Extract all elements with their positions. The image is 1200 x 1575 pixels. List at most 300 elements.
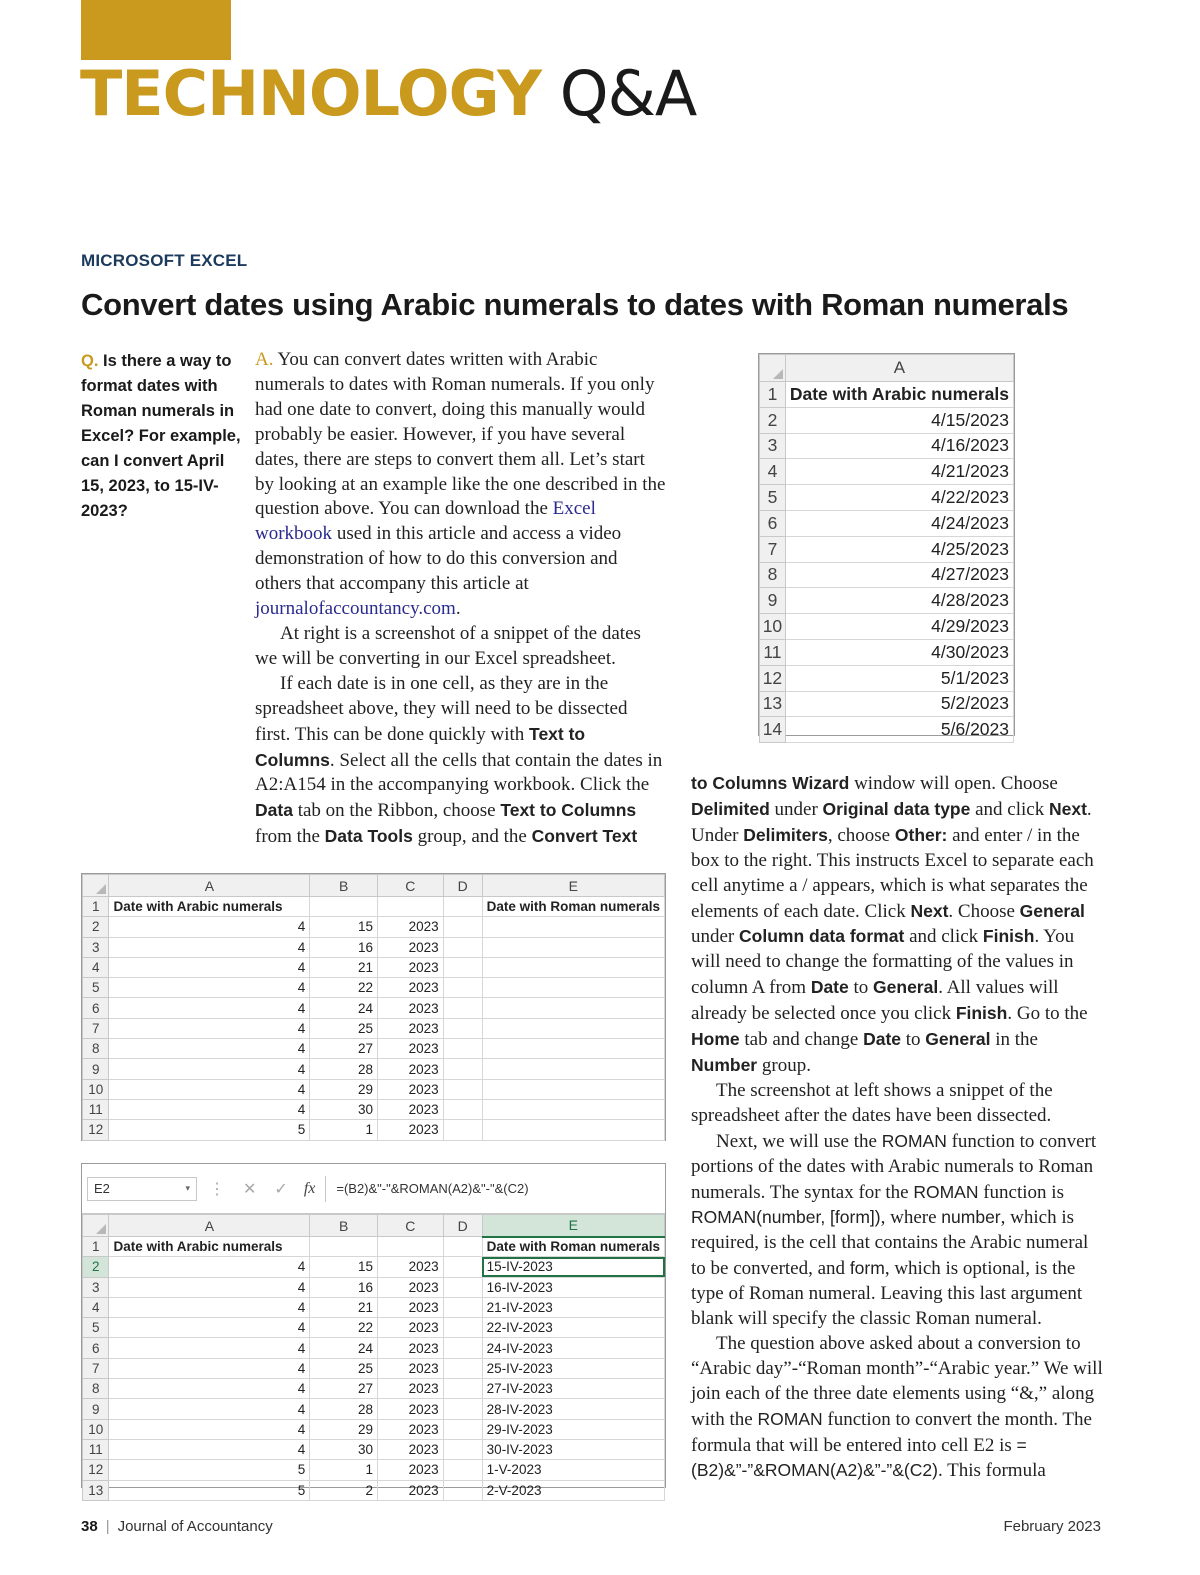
cell[interactable]: 27 [310, 1039, 378, 1059]
bold-term: Convert Text [531, 826, 638, 847]
answer-text: tab on the Ribbon, choose [297, 800, 496, 822]
answer-text: to [905, 1029, 921, 1051]
answer-text: , where [880, 1207, 937, 1229]
table-row [760, 382, 1014, 408]
table-row [83, 937, 665, 957]
journal-website-link[interactable]: journalofaccountancy.com [255, 598, 456, 620]
cell[interactable]: 4 [109, 1297, 310, 1317]
row-header[interactable]: 11 [760, 639, 786, 665]
cell[interactable]: 29 [310, 1079, 378, 1099]
cell[interactable] [443, 1120, 482, 1140]
row-header[interactable]: 6 [83, 1338, 109, 1358]
cell[interactable]: 21 [310, 957, 378, 977]
column-header[interactable]: D [443, 875, 482, 897]
cell[interactable] [482, 978, 664, 998]
column-header[interactable]: D [443, 1215, 482, 1237]
answer-text: The question above asked about a conversion to “Arabic day”-“Roman month”-“Arabic year.” We will join each of the three date elements using “&,” along with the [691, 1332, 1103, 1430]
spreadsheet-grid [82, 874, 665, 1141]
row-header[interactable]: 12 [83, 1460, 109, 1480]
cell[interactable]: 2023 [378, 1439, 444, 1459]
bold-term: Home [691, 1029, 740, 1050]
bold-term: Data [255, 800, 293, 821]
answer-text: function to convert portions of the dates with Arabic numerals to Roman numerals. The syntax for the [691, 1130, 1097, 1203]
name-box-value: E2 [94, 1181, 110, 1196]
answer-column-right [691, 771, 1103, 1484]
cell[interactable]: 2023 [378, 1059, 444, 1079]
cell[interactable]: 4 [109, 1358, 310, 1378]
cell[interactable] [482, 1039, 664, 1059]
row-header[interactable]: 12 [83, 1120, 109, 1140]
cell[interactable] [443, 1018, 482, 1038]
cell[interactable]: 4 [109, 1338, 310, 1358]
cell[interactable] [443, 1257, 482, 1277]
answer-paragraph-7 [691, 1332, 1103, 1484]
cell[interactable]: 25 [310, 1018, 378, 1038]
row-header[interactable]: 5 [83, 978, 109, 998]
row-header[interactable]: 1 [760, 382, 786, 408]
footer-left [81, 1518, 273, 1535]
cell[interactable]: 2023 [378, 937, 444, 957]
bold-term: Data Tools [324, 826, 413, 847]
cell[interactable]: Date with Arabic numerals [109, 1237, 310, 1257]
cell[interactable] [443, 1297, 482, 1317]
table-row [83, 1018, 665, 1038]
publication-name: Journal of Accountancy [117, 1518, 273, 1535]
code-term: ROMAN [913, 1181, 979, 1202]
answer-text: and click [909, 926, 979, 948]
cell[interactable] [310, 897, 378, 917]
cell[interactable]: 5/6/2023 [785, 717, 1013, 743]
cell[interactable]: 2023 [378, 1399, 444, 1419]
row-header[interactable]: 14 [760, 717, 786, 743]
cell[interactable] [378, 897, 444, 917]
row-header[interactable]: 8 [83, 1379, 109, 1399]
cell[interactable]: 2023 [378, 1358, 444, 1378]
answer-text: group. [761, 1054, 811, 1076]
table-row [760, 407, 1014, 433]
cell[interactable]: 24 [310, 1338, 378, 1358]
bold-term: Other: [894, 824, 948, 845]
cell[interactable]: 5 [109, 1480, 310, 1500]
cell[interactable]: 4/29/2023 [785, 614, 1013, 640]
cell[interactable]: 15-IV-2023 [482, 1257, 664, 1277]
table-row [83, 1237, 665, 1257]
cell[interactable] [482, 1059, 664, 1079]
select-all-corner[interactable] [760, 355, 786, 382]
select-all-corner[interactable] [83, 875, 109, 897]
cell[interactable] [443, 957, 482, 977]
bold-term: Text to Columns [500, 800, 637, 821]
cell[interactable] [482, 937, 664, 957]
cell[interactable]: 29 [310, 1419, 378, 1439]
cell[interactable]: 27-IV-2023 [482, 1379, 664, 1399]
row-header[interactable]: 2 [760, 407, 786, 433]
cell[interactable]: 16 [310, 1277, 378, 1297]
table-row [760, 588, 1014, 614]
cell[interactable]: 25-IV-2023 [482, 1358, 664, 1378]
cell[interactable]: 4 [109, 937, 310, 957]
cell[interactable]: 4 [109, 1318, 310, 1338]
cell[interactable] [443, 1358, 482, 1378]
row-header[interactable]: 5 [83, 1318, 109, 1338]
section-label: MICROSOFT EXCEL [81, 251, 248, 270]
table-row [83, 978, 665, 998]
cell[interactable]: 4/16/2023 [785, 433, 1013, 459]
answer-text: You can convert dates written with Arabic numerals to dates with Roman numerals. If you only had one date to convert, doing this manually would probably be easier. However, if you have several dates, there are steps to convert them all. Let’s start by looking at an example like the one described in the question above. You can download the [255, 349, 666, 520]
table-row [760, 691, 1014, 717]
cell[interactable]: 2023 [378, 1338, 444, 1358]
cell[interactable]: 2023 [378, 917, 444, 937]
row-header[interactable]: 5 [760, 485, 786, 511]
cancel-icon[interactable]: ✕ [243, 1180, 257, 1198]
row-header[interactable]: 3 [760, 433, 786, 459]
cell[interactable] [443, 998, 482, 1018]
cell[interactable]: 1-V-2023 [482, 1460, 664, 1480]
cell[interactable] [378, 1237, 444, 1257]
spreadsheet-screenshot-dissected [81, 873, 666, 1141]
cell[interactable]: 30-IV-2023 [482, 1439, 664, 1459]
bold-term: to Columns Wizard [691, 773, 850, 793]
cell[interactable]: 28-IV-2023 [482, 1399, 664, 1419]
cell[interactable]: 2023 [378, 1297, 444, 1317]
question-text: Is there a way to format dates with Roman numerals in Excel? For example, can I convert April 15, 2023, to 15-IV-2023? [81, 352, 241, 520]
answer-text: tab and change [744, 1029, 859, 1051]
column-header[interactable]: A [785, 355, 1013, 382]
answer-text: , which is required, is the cell that contains the Arabic numeral to be converted, and [691, 1207, 1089, 1280]
bold-term: Date [810, 977, 849, 998]
cell[interactable]: 4 [109, 1277, 310, 1297]
cell[interactable]: 2023 [378, 1318, 444, 1338]
cell[interactable]: 15 [310, 917, 378, 937]
cell[interactable] [443, 897, 482, 917]
row-header[interactable]: 4 [760, 459, 786, 485]
cell[interactable]: 4 [109, 978, 310, 998]
table-row [83, 1379, 665, 1399]
table-row [760, 665, 1014, 691]
row-header[interactable]: 13 [760, 691, 786, 717]
answer-text: used in this article and access a video demonstration of how to do this conversion and others that accompany this article at [255, 523, 622, 595]
cell[interactable]: 4 [109, 1079, 310, 1099]
answer-label: A. [255, 349, 274, 370]
row-header[interactable]: 2 [83, 917, 109, 937]
spreadsheet-grid [82, 1214, 665, 1501]
cell[interactable] [443, 1237, 482, 1257]
row-header[interactable]: 9 [760, 588, 786, 614]
answer-text: . Go to the [1007, 1003, 1088, 1025]
cell[interactable]: 1 [310, 1120, 378, 1140]
cell[interactable]: 25 [310, 1358, 378, 1378]
row-header[interactable]: 4 [83, 1297, 109, 1317]
answer-text: and click [975, 798, 1045, 820]
cell[interactable]: 4 [109, 998, 310, 1018]
code-term: ROMAN [881, 1130, 947, 1151]
table-row [760, 614, 1014, 640]
table-row [760, 459, 1014, 485]
masthead [80, 54, 696, 134]
cell[interactable] [443, 1318, 482, 1338]
cell[interactable] [482, 1018, 664, 1038]
answer-paragraph-3 [255, 672, 667, 850]
table-row [760, 510, 1014, 536]
cell[interactable]: Date with Roman numerals [482, 1237, 664, 1257]
cell[interactable] [482, 1099, 664, 1119]
excel-workbook-link[interactable]: Excel workbook [255, 498, 596, 545]
row-header[interactable]: 6 [760, 510, 786, 536]
footer-separator: | [105, 1518, 110, 1535]
row-header[interactable]: 7 [83, 1358, 109, 1378]
cell[interactable] [443, 1419, 482, 1439]
cell[interactable] [482, 1120, 664, 1140]
row-header[interactable]: 3 [83, 937, 109, 957]
cell[interactable]: 22-IV-2023 [482, 1318, 664, 1338]
cell[interactable]: 4/30/2023 [785, 639, 1013, 665]
cell[interactable]: 2023 [378, 1480, 444, 1500]
row-header[interactable]: 1 [83, 897, 109, 917]
cell[interactable]: 2023 [378, 1379, 444, 1399]
answer-text: under [774, 798, 818, 820]
column-header[interactable]: B [310, 875, 378, 897]
cell[interactable]: 4/27/2023 [785, 562, 1013, 588]
cell[interactable]: 29-IV-2023 [482, 1419, 664, 1439]
bold-term: Delimited [691, 798, 770, 819]
column-header[interactable]: B [310, 1215, 378, 1237]
cell[interactable] [443, 1439, 482, 1459]
answer-text: in the [995, 1029, 1038, 1051]
answer-text: If each date is in one cell, as they are in the spreadsheet above, they will need to be dissected first. This can be done quickly with [255, 672, 628, 745]
bold-term: Original data type [822, 798, 971, 819]
row-header[interactable]: 8 [83, 1039, 109, 1059]
cell[interactable]: 16-IV-2023 [482, 1277, 664, 1297]
cell[interactable] [443, 1079, 482, 1099]
cell[interactable]: 15 [310, 1257, 378, 1277]
answer-text: function to convert the month. The formula that will be entered into cell E2 is [691, 1408, 1092, 1456]
column-header-row [83, 875, 665, 897]
more-options-icon: ⋮ [209, 1180, 225, 1198]
page-number: 38 [81, 1518, 98, 1535]
column-header[interactable]: C [378, 1215, 444, 1237]
cell[interactable]: 4 [109, 1018, 310, 1038]
row-header[interactable]: 10 [83, 1079, 109, 1099]
cell[interactable]: 2023 [378, 1099, 444, 1119]
column-header[interactable]: A [109, 875, 310, 897]
cell[interactable]: 24-IV-2023 [482, 1338, 664, 1358]
row-header[interactable]: 3 [83, 1277, 109, 1297]
cell[interactable] [482, 957, 664, 977]
cell[interactable] [443, 1338, 482, 1358]
cell[interactable] [443, 1059, 482, 1079]
bold-term: General [925, 1029, 991, 1050]
cell[interactable]: 4 [109, 1399, 310, 1419]
cell[interactable]: 2023 [378, 1460, 444, 1480]
cell[interactable]: 2023 [378, 1018, 444, 1038]
cell[interactable]: 4 [109, 1419, 310, 1439]
row-header[interactable]: 10 [760, 614, 786, 640]
table-row [83, 1297, 665, 1317]
cell[interactable] [443, 1480, 482, 1500]
cell[interactable] [443, 1277, 482, 1297]
cell[interactable]: Date with Roman numerals [482, 897, 664, 917]
row-header[interactable]: 6 [83, 998, 109, 1018]
row-header[interactable]: 8 [760, 562, 786, 588]
code-term: number [941, 1207, 1001, 1228]
cell[interactable] [443, 917, 482, 937]
cell[interactable] [443, 1460, 482, 1480]
cell[interactable] [443, 1379, 482, 1399]
table-row [83, 1439, 665, 1459]
table-row [83, 1257, 665, 1277]
cell[interactable]: 5/1/2023 [785, 665, 1013, 691]
cell[interactable] [482, 998, 664, 1018]
answer-paragraph-6 [691, 1129, 1103, 1332]
cell[interactable] [310, 1237, 378, 1257]
cell[interactable]: 4/25/2023 [785, 536, 1013, 562]
spreadsheet-screenshot-dates [758, 353, 1015, 740]
cell[interactable]: 30 [310, 1099, 378, 1119]
code-term: ROMAN [757, 1408, 823, 1429]
cell[interactable]: Date with Arabic numerals [109, 897, 310, 917]
answer-paragraph-2: At right is a screenshot of a snippet of the dates we will be converting in our Excel spreadsheet. [255, 622, 641, 669]
row-header[interactable]: 13 [83, 1480, 109, 1500]
cell[interactable]: 5/2/2023 [785, 691, 1013, 717]
cell[interactable]: 16 [310, 937, 378, 957]
cell[interactable]: 4 [109, 957, 310, 977]
row-header[interactable]: 11 [83, 1439, 109, 1459]
cell[interactable]: 2023 [378, 998, 444, 1018]
cell[interactable] [482, 1079, 664, 1099]
column-header[interactable]: E [482, 875, 664, 897]
cell[interactable] [443, 978, 482, 998]
cell[interactable]: 2023 [378, 978, 444, 998]
answer-text: from the [255, 826, 320, 848]
cell[interactable]: 2023 [378, 957, 444, 977]
cell[interactable] [443, 1099, 482, 1119]
cell[interactable]: 2023 [378, 1419, 444, 1439]
row-header[interactable]: 10 [83, 1419, 109, 1439]
cell[interactable]: 4 [109, 1099, 310, 1119]
answer-text: . Choose [948, 900, 1015, 922]
answer-text: to [853, 977, 869, 999]
table-row [83, 1318, 665, 1338]
cell[interactable]: 4 [109, 1379, 310, 1399]
column-header[interactable]: C [378, 875, 444, 897]
cell[interactable]: 4 [109, 1059, 310, 1079]
column-header[interactable]: A [109, 1215, 310, 1237]
cell[interactable]: 2023 [378, 1039, 444, 1059]
table-row [83, 1099, 665, 1119]
row-header[interactable]: 4 [83, 957, 109, 977]
bold-term: Delimiters [743, 824, 828, 845]
cell[interactable]: 4 [109, 1439, 310, 1459]
row-header[interactable]: 7 [760, 536, 786, 562]
table-row [760, 485, 1014, 511]
spreadsheet-grid [759, 354, 1014, 743]
answer-text: . Under [691, 798, 1092, 846]
cell[interactable] [443, 1399, 482, 1419]
table-row [83, 1079, 665, 1099]
column-header-row [760, 355, 1014, 382]
cell[interactable]: 24 [310, 998, 378, 1018]
answer-text: , which is optional, is the type of Roman numeral. Leaving this last argument blank will specify the classic Roman numeral. [691, 1258, 1083, 1330]
column-header-row [83, 1215, 665, 1237]
cell[interactable] [443, 1039, 482, 1059]
cell[interactable]: 21-IV-2023 [482, 1297, 664, 1317]
cell[interactable]: 4/28/2023 [785, 588, 1013, 614]
row-header[interactable]: 12 [760, 665, 786, 691]
name-box[interactable] [87, 1177, 197, 1201]
cell[interactable]: 4/24/2023 [785, 510, 1013, 536]
table-row [83, 1120, 665, 1140]
row-header[interactable]: 11 [83, 1099, 109, 1119]
code-term: =(B2)&”-”&ROMAN(A2)&”-”&(C2) [691, 1434, 1027, 1481]
cell[interactable]: 4 [109, 917, 310, 937]
cell[interactable]: 2023 [378, 1079, 444, 1099]
cell[interactable]: Date with Arabic numerals [785, 382, 1013, 408]
answer-text: Next, we will use the [716, 1130, 877, 1152]
cell[interactable]: 5 [109, 1120, 310, 1140]
cell[interactable]: 4 [109, 1039, 310, 1059]
cell[interactable]: 28 [310, 1399, 378, 1419]
cell[interactable]: 2 [310, 1480, 378, 1500]
table-row [760, 433, 1014, 459]
row-header[interactable]: 9 [83, 1399, 109, 1419]
cell[interactable]: 5 [109, 1460, 310, 1480]
bold-term: Next [910, 900, 949, 921]
cell[interactable]: 30 [310, 1439, 378, 1459]
cell[interactable]: 2023 [378, 1257, 444, 1277]
row-header[interactable]: 9 [83, 1059, 109, 1079]
answer-paragraph-1: A. You can convert dates written with Arabic numerals to dates with Roman numerals. If you only had one date to convert, doing this manually would probably be easier. However, if you have several dates, there are steps to convert them all. Let’s start by looking at an example like the one described in the question above. You can download the Excel workbook used in this article and access a video demonstration of how to do this conversion and others that accompany this article at journalofaccountancy.com. [255, 349, 666, 620]
formula-bar [82, 1164, 665, 1214]
select-all-corner[interactable] [83, 1215, 109, 1237]
cell[interactable]: 4/22/2023 [785, 485, 1013, 511]
bold-term: General [873, 977, 939, 998]
cell[interactable]: 4/21/2023 [785, 459, 1013, 485]
bold-term: General [1019, 900, 1085, 921]
cell[interactable]: 2023 [378, 1277, 444, 1297]
answer-text: . All values will already be selected once you click [691, 977, 1059, 1025]
cell[interactable]: 4 [109, 1257, 310, 1277]
table-row [83, 897, 665, 917]
table-row [83, 1399, 665, 1419]
row-header[interactable]: 2 [83, 1257, 109, 1277]
cell[interactable]: 27 [310, 1379, 378, 1399]
masthead-qa: Q&A [559, 57, 697, 130]
code-term: ROMAN(number, [form]) [691, 1207, 881, 1228]
cell[interactable] [443, 937, 482, 957]
cell[interactable]: 28 [310, 1059, 378, 1079]
cell[interactable]: 21 [310, 1297, 378, 1317]
cell[interactable]: 2023 [378, 1120, 444, 1140]
cell[interactable]: 22 [310, 978, 378, 998]
row-header[interactable]: 7 [83, 1018, 109, 1038]
enter-icon[interactable]: ✓ [274, 1180, 288, 1198]
cell[interactable] [482, 917, 664, 937]
cell[interactable]: 1 [310, 1460, 378, 1480]
question-sidebar [81, 349, 241, 524]
cell[interactable]: 4/15/2023 [785, 407, 1013, 433]
insert-function-icon[interactable]: fx [303, 1179, 316, 1197]
cell[interactable]: 2-V-2023 [482, 1480, 664, 1500]
cell[interactable]: 22 [310, 1318, 378, 1338]
formula-input[interactable]: =(B2)&"-"&ROMAN(A2)&"-"&(C2) [325, 1176, 663, 1202]
table-row [83, 1277, 665, 1297]
table-row [760, 536, 1014, 562]
column-header[interactable]: E [482, 1215, 664, 1237]
table-row [83, 1419, 665, 1439]
table-row [83, 1338, 665, 1358]
row-header[interactable]: 1 [83, 1237, 109, 1257]
table-row [760, 717, 1014, 743]
